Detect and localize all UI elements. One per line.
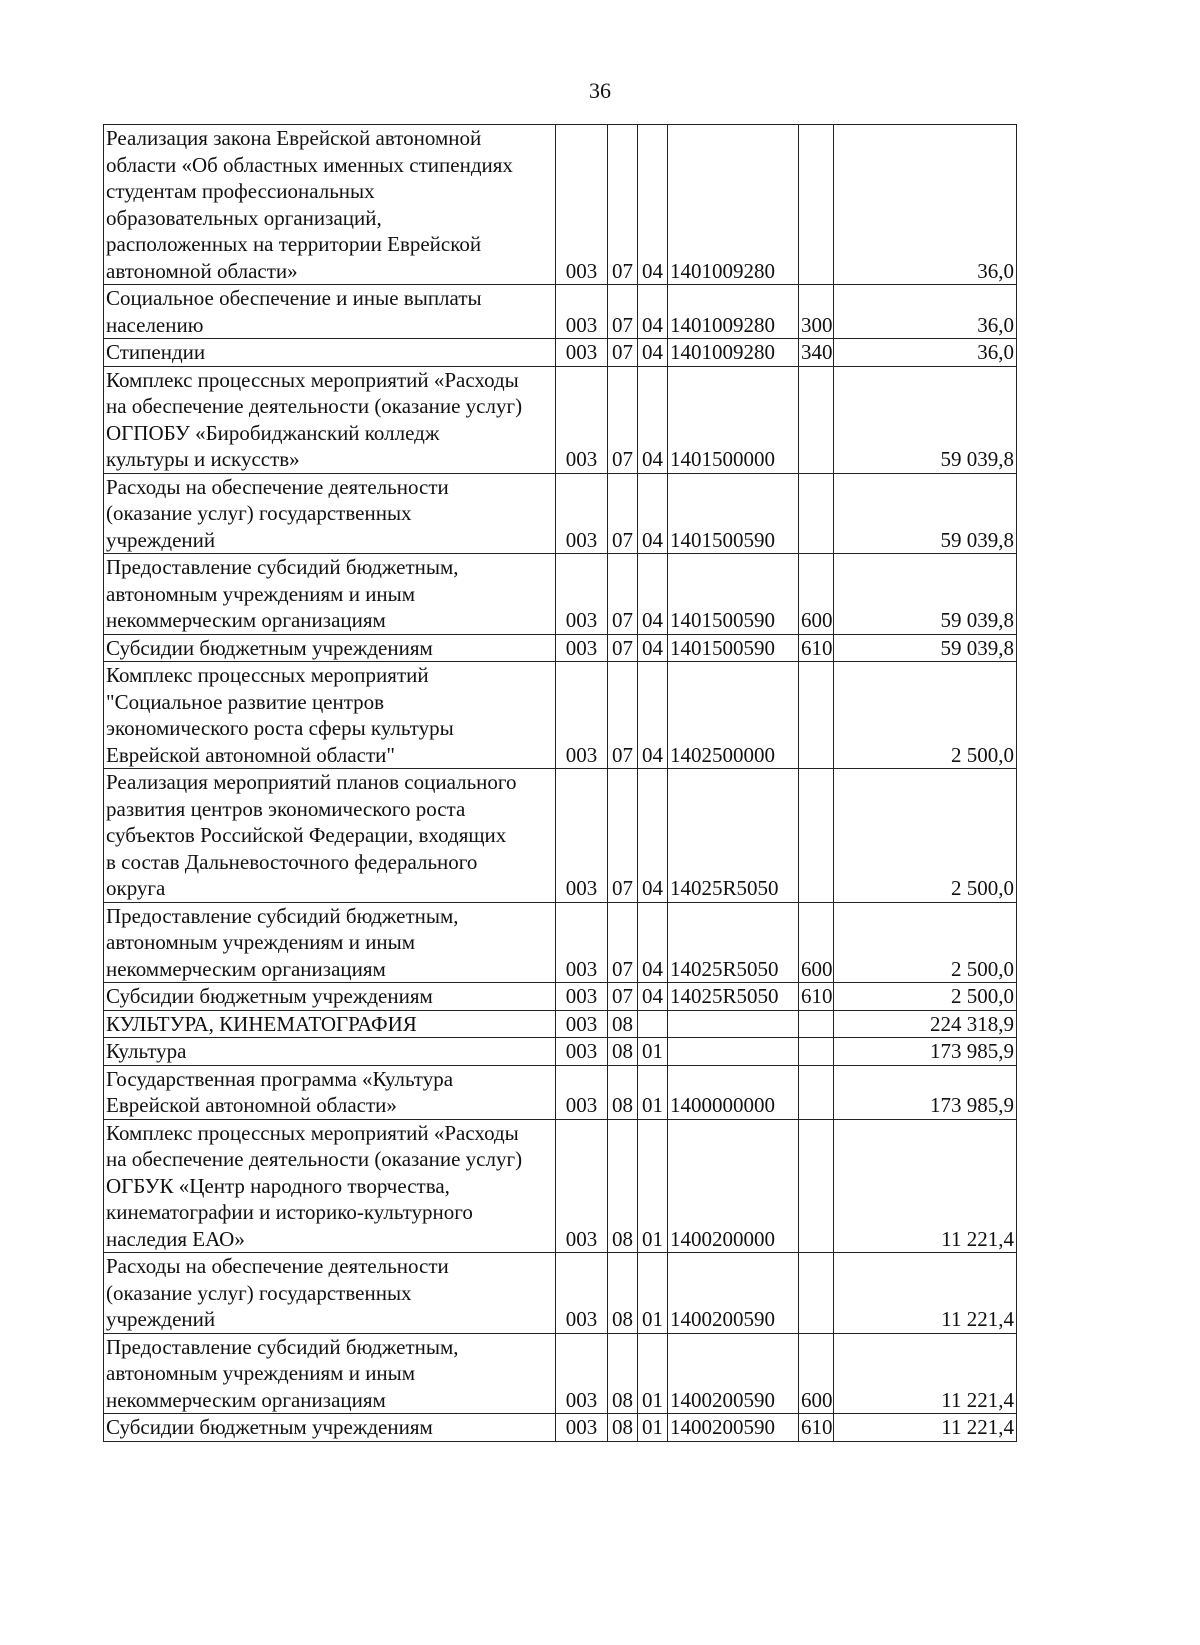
- subsection-code-cell: 04: [638, 473, 668, 554]
- table-row: [104, 339, 1017, 367]
- amount-cell: 224 318,9: [834, 1010, 1017, 1038]
- target-article-code-cell: 1400000000: [668, 1065, 799, 1119]
- table-row: [104, 1010, 1017, 1038]
- grbs-code-cell: 003: [556, 634, 608, 662]
- expense-type-code-cell: [799, 769, 834, 903]
- subsection-code-cell: 04: [638, 554, 668, 635]
- expense-type-code-cell: 610: [799, 983, 834, 1011]
- grbs-code-cell: 003: [556, 1010, 608, 1038]
- grbs-code-cell: 003: [556, 125, 608, 285]
- item-name-cell: Субсидии бюджетным учреждениям: [104, 634, 556, 662]
- section-code-cell: 08: [608, 1010, 638, 1038]
- table-row: [104, 902, 1017, 983]
- expense-type-code-cell: 600: [799, 1333, 834, 1414]
- item-name-cell: КУЛЬТУРА, КИНЕМАТОГРАФИЯ: [104, 1010, 556, 1038]
- subsection-code-cell: 01: [638, 1414, 668, 1442]
- table-row: [104, 1414, 1017, 1442]
- target-article-code-cell: 1401500000: [668, 366, 799, 473]
- table-row: [104, 285, 1017, 339]
- amount-cell: 11 221,4: [834, 1119, 1017, 1253]
- target-article-code-cell: 1402500000: [668, 662, 799, 769]
- table-row: [104, 1065, 1017, 1119]
- item-name-cell: Реализация мероприятий планов социального развития центров экономического роста субъектов Российской Федерации, входящих в состав Дальневосточного федерального округа: [104, 769, 556, 903]
- amount-cell: 2 500,0: [834, 902, 1017, 983]
- section-code-cell: 08: [608, 1253, 638, 1334]
- target-article-code-cell: 14025R5050: [668, 983, 799, 1011]
- budget-table-body: [104, 125, 1017, 1442]
- target-article-code-cell: 1401009280: [668, 285, 799, 339]
- subsection-code-cell: 01: [638, 1119, 668, 1253]
- budget-table: [103, 124, 1017, 1442]
- section-code-cell: 07: [608, 769, 638, 903]
- amount-cell: 173 985,9: [834, 1038, 1017, 1066]
- subsection-code-cell: 04: [638, 339, 668, 367]
- amount-cell: 11 221,4: [834, 1414, 1017, 1442]
- subsection-code-cell: 04: [638, 662, 668, 769]
- grbs-code-cell: 003: [556, 285, 608, 339]
- section-code-cell: 07: [608, 366, 638, 473]
- grbs-code-cell: 003: [556, 662, 608, 769]
- table-row: [104, 125, 1017, 285]
- amount-cell: 36,0: [834, 339, 1017, 367]
- grbs-code-cell: 003: [556, 473, 608, 554]
- grbs-code-cell: 003: [556, 1065, 608, 1119]
- expense-type-code-cell: [799, 473, 834, 554]
- subsection-code-cell: 01: [638, 1038, 668, 1066]
- section-code-cell: 07: [608, 339, 638, 367]
- expense-type-code-cell: 610: [799, 1414, 834, 1442]
- amount-cell: 2 500,0: [834, 983, 1017, 1011]
- target-article-code-cell: 1400200590: [668, 1253, 799, 1334]
- subsection-code-cell: 04: [638, 634, 668, 662]
- expense-type-code-cell: 300: [799, 285, 834, 339]
- expense-type-code-cell: [799, 662, 834, 769]
- table-row: [104, 983, 1017, 1011]
- table-row: [104, 769, 1017, 903]
- amount-cell: 59 039,8: [834, 473, 1017, 554]
- section-code-cell: 07: [608, 285, 638, 339]
- item-name-cell: Культура: [104, 1038, 556, 1066]
- grbs-code-cell: 003: [556, 1414, 608, 1442]
- amount-cell: 59 039,8: [834, 366, 1017, 473]
- table-row: [104, 554, 1017, 635]
- table-row: [104, 1333, 1017, 1414]
- expense-type-code-cell: [799, 1119, 834, 1253]
- table-row: [104, 366, 1017, 473]
- subsection-code-cell: 04: [638, 769, 668, 903]
- expense-type-code-cell: 600: [799, 554, 834, 635]
- target-article-code-cell: 1401009280: [668, 125, 799, 285]
- section-code-cell: 07: [608, 554, 638, 635]
- item-name-cell: Расходы на обеспечение деятельности (оказание услуг) государственных учреждений: [104, 473, 556, 554]
- grbs-code-cell: 003: [556, 1038, 608, 1066]
- table-row: [104, 473, 1017, 554]
- amount-cell: 59 039,8: [834, 554, 1017, 635]
- table-row: [104, 662, 1017, 769]
- target-article-code-cell: [668, 1038, 799, 1066]
- item-name-cell: Стипендии: [104, 339, 556, 367]
- section-code-cell: 07: [608, 902, 638, 983]
- subsection-code-cell: 04: [638, 285, 668, 339]
- item-name-cell: Государственная программа «Культура Еврейской автономной области»: [104, 1065, 556, 1119]
- expense-type-code-cell: [799, 1038, 834, 1066]
- section-code-cell: 07: [608, 473, 638, 554]
- item-name-cell: Предоставление субсидий бюджетным, автономным учреждениям и иным некоммерческим организациям: [104, 1333, 556, 1414]
- amount-cell: 36,0: [834, 125, 1017, 285]
- grbs-code-cell: 003: [556, 902, 608, 983]
- subsection-code-cell: 04: [638, 902, 668, 983]
- amount-cell: 2 500,0: [834, 662, 1017, 769]
- item-name-cell: Предоставление субсидий бюджетным, автономным учреждениям и иным некоммерческим организациям: [104, 902, 556, 983]
- grbs-code-cell: 003: [556, 1253, 608, 1334]
- table-row: [104, 1119, 1017, 1253]
- expense-type-code-cell: 340: [799, 339, 834, 367]
- amount-cell: 11 221,4: [834, 1253, 1017, 1334]
- target-article-code-cell: 1401009280: [668, 339, 799, 367]
- target-article-code-cell: 1400200000: [668, 1119, 799, 1253]
- item-name-cell: Субсидии бюджетным учреждениям: [104, 1414, 556, 1442]
- target-article-code-cell: 14025R5050: [668, 769, 799, 903]
- item-name-cell: Комплекс процессных мероприятий «Расходы на обеспечение деятельности (оказание услуг) ОГБУК «Центр народного творчества, кинематографии и историко-культурного наследия ЕАО»: [104, 1119, 556, 1253]
- expense-type-code-cell: [799, 366, 834, 473]
- subsection-code-cell: 04: [638, 125, 668, 285]
- target-article-code-cell: 1401500590: [668, 554, 799, 635]
- expense-type-code-cell: [799, 125, 834, 285]
- section-code-cell: 08: [608, 1333, 638, 1414]
- amount-cell: 2 500,0: [834, 769, 1017, 903]
- section-code-cell: 07: [608, 634, 638, 662]
- grbs-code-cell: 003: [556, 554, 608, 635]
- expense-type-code-cell: [799, 1065, 834, 1119]
- subsection-code-cell: 04: [638, 366, 668, 473]
- subsection-code-cell: [638, 1010, 668, 1038]
- item-name-cell: Комплекс процессных мероприятий "Социальное развитие центров экономического роста сферы культуры Еврейской автономной области": [104, 662, 556, 769]
- grbs-code-cell: 003: [556, 339, 608, 367]
- section-code-cell: 07: [608, 983, 638, 1011]
- grbs-code-cell: 003: [556, 1333, 608, 1414]
- target-article-code-cell: 1400200590: [668, 1414, 799, 1442]
- subsection-code-cell: 01: [638, 1065, 668, 1119]
- item-name-cell: Субсидии бюджетным учреждениям: [104, 983, 556, 1011]
- expense-type-code-cell: 610: [799, 634, 834, 662]
- section-code-cell: 08: [608, 1038, 638, 1066]
- table-row: [104, 1038, 1017, 1066]
- section-code-cell: 07: [608, 662, 638, 769]
- section-code-cell: 08: [608, 1119, 638, 1253]
- target-article-code-cell: 1401500590: [668, 473, 799, 554]
- item-name-cell: Комплекс процессных мероприятий «Расходы на обеспечение деятельности (оказание услуг) ОГПОБУ «Биробиджанский колледж культуры и искусств»: [104, 366, 556, 473]
- table-row: [104, 1253, 1017, 1334]
- section-code-cell: 08: [608, 1414, 638, 1442]
- subsection-code-cell: 01: [638, 1333, 668, 1414]
- amount-cell: 59 039,8: [834, 634, 1017, 662]
- expense-type-code-cell: [799, 1010, 834, 1038]
- item-name-cell: Социальное обеспечение и иные выплаты населению: [104, 285, 556, 339]
- target-article-code-cell: 1401500590: [668, 634, 799, 662]
- amount-cell: 173 985,9: [834, 1065, 1017, 1119]
- grbs-code-cell: 003: [556, 1119, 608, 1253]
- grbs-code-cell: 003: [556, 366, 608, 473]
- target-article-code-cell: 14025R5050: [668, 902, 799, 983]
- table-row: [104, 634, 1017, 662]
- target-article-code-cell: [668, 1010, 799, 1038]
- subsection-code-cell: 04: [638, 983, 668, 1011]
- amount-cell: 11 221,4: [834, 1333, 1017, 1414]
- section-code-cell: 08: [608, 1065, 638, 1119]
- target-article-code-cell: 1400200590: [668, 1333, 799, 1414]
- item-name-cell: Предоставление субсидий бюджетным, автономным учреждениям и иным некоммерческим организациям: [104, 554, 556, 635]
- grbs-code-cell: 003: [556, 983, 608, 1011]
- item-name-cell: Расходы на обеспечение деятельности (оказание услуг) государственных учреждений: [104, 1253, 556, 1334]
- section-code-cell: 07: [608, 125, 638, 285]
- page-number: 36: [589, 78, 611, 103]
- expense-type-code-cell: 600: [799, 902, 834, 983]
- expense-type-code-cell: [799, 1253, 834, 1334]
- item-name-cell: Реализация закона Еврейской автономной области «Об областных именных стипендиях студентам профессиональных образовательных организаций, расположенных на территории Еврейской автономной области»: [104, 125, 556, 285]
- grbs-code-cell: 003: [556, 769, 608, 903]
- amount-cell: 36,0: [834, 285, 1017, 339]
- subsection-code-cell: 01: [638, 1253, 668, 1334]
